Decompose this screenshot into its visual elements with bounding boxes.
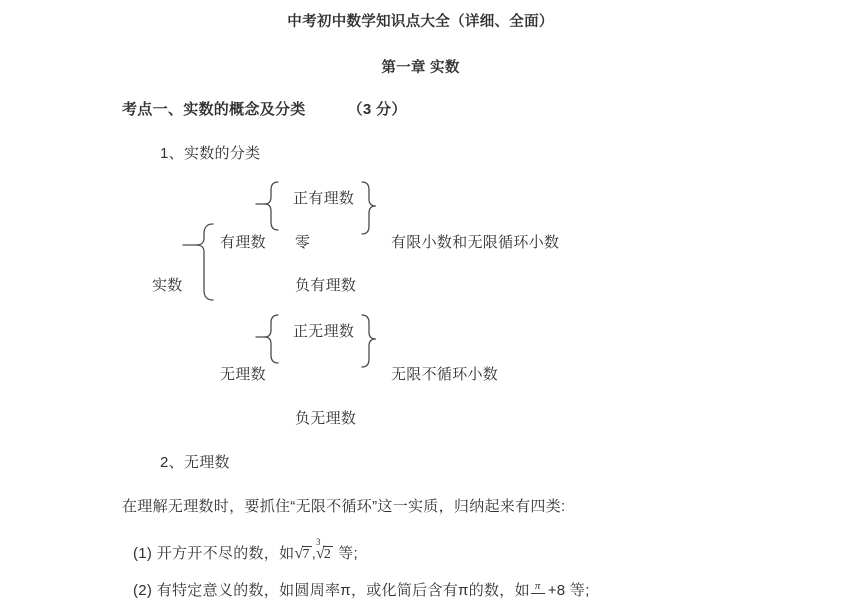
doc-title: 中考初中数学知识点大全（详细、全面） <box>287 14 554 30</box>
section-score-badge: （3 分） <box>347 101 407 118</box>
node-irrational: 无理数 <box>220 366 266 383</box>
pi-fraction <box>531 580 545 594</box>
rational-left-brace-icon <box>255 181 281 233</box>
sqrt-7-expression <box>294 545 311 562</box>
node-positive-rational: 正有理数 <box>293 190 355 207</box>
intro-paragraph: 在理解无理数时，要抓住“无限不循环”这一实质，归纳起来有四类: <box>122 498 566 515</box>
formula1-separator: , <box>311 545 317 561</box>
node-negative-irrational: 负无理数 <box>295 410 357 427</box>
sqrt-7-radicand: 7 <box>302 547 310 562</box>
node-positive-irrational: 正无理数 <box>293 323 355 340</box>
rational-right-brace-icon <box>361 181 381 235</box>
cbrt-index: 3 <box>316 537 321 547</box>
list-item-2: 2、无理数 <box>160 454 230 471</box>
radical-sign-icon: √ <box>294 545 304 562</box>
formula-line-1 <box>133 539 358 565</box>
irrational-right-brace-icon <box>361 314 381 368</box>
formula1-lead: (1) 开方开不尽的数，如 <box>133 545 295 562</box>
irrational-left-brace-icon <box>255 314 281 366</box>
formula2-tail: +8 等; <box>547 582 590 599</box>
formula-line-2 <box>133 580 590 600</box>
formula2-lead: (2) 有特定意义的数，如圆周率π，或化简后含有π的数，如 <box>133 582 530 599</box>
formula1-tail: 等; <box>338 545 359 562</box>
cbrt-2-radicand: 2 <box>323 547 332 562</box>
cbrt-2-expression <box>315 537 333 562</box>
real-number-brace-icon <box>182 222 216 302</box>
chapter-title: 第一章 实数 <box>381 60 460 76</box>
note-rational-decimals: 有限小数和无限循环小数 <box>391 234 560 251</box>
note-irrational-decimals: 无限不循环小数 <box>391 366 499 383</box>
node-rational: 有理数 <box>220 234 266 251</box>
node-real-number: 实数 <box>152 277 183 294</box>
list-item-1: 1、实数的分类 <box>160 145 261 162</box>
fraction-numerator: π <box>531 580 545 594</box>
section-heading-text: 考点一、实数的概念及分类 <box>122 101 306 118</box>
section-heading <box>122 100 407 120</box>
radical-sign-icon: √ <box>315 545 325 562</box>
node-negative-rational: 负有理数 <box>295 277 357 294</box>
node-zero: 零 <box>295 234 311 251</box>
